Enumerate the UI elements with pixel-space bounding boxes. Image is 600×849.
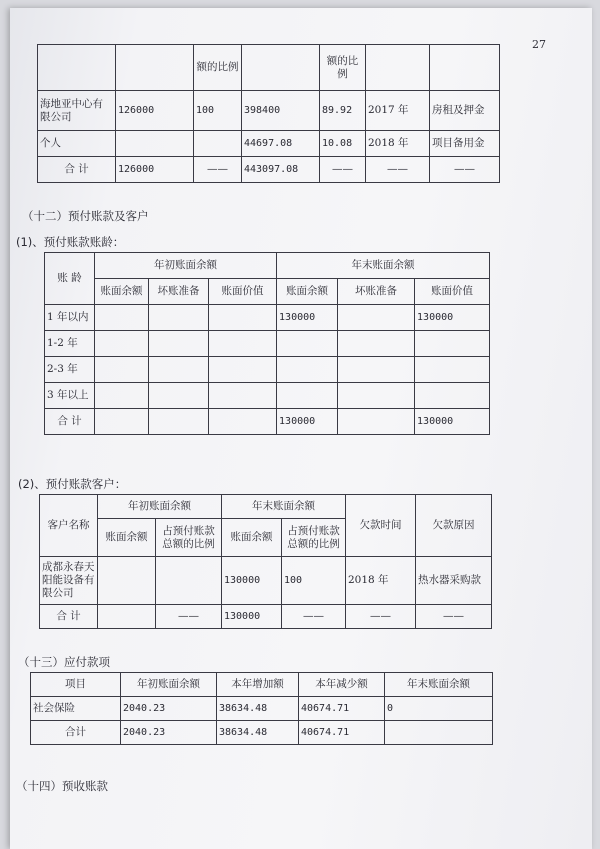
header-debt-reason: 欠款原因 (416, 495, 492, 557)
table-row: 成都永春天阳能设备有限公司 130000 100 2018 年 热水器采购款 (40, 557, 492, 605)
table-header-row (40, 495, 492, 519)
header-begin-balance: 年初账面余额 (95, 253, 277, 279)
subsection-title-12-1: (1)、预付账款账龄： (16, 235, 125, 249)
table-header-row (45, 253, 490, 279)
table-row: 海地亚中心有限公司 126000 100 398400 89.92 2017 年 房租及押金 (38, 91, 500, 131)
table-subheader-row: 账面余额 坏账准备 账面价值 账面余额 坏账准备 账面价值 (45, 279, 490, 305)
table-row: 1-2 年 (45, 331, 490, 357)
header-ratio-end: 额的比例 (320, 45, 366, 91)
table-total-row: 合 计 130000 130000 (45, 409, 490, 435)
section-title-12: （十二）预付账款及客户 (22, 209, 149, 223)
table-row: 社会保险 2040.23 38634.48 40674.71 0 (31, 697, 493, 721)
table-payables (30, 672, 493, 745)
header-aging: 账 龄 (45, 253, 95, 305)
table-row: 个人 44697.08 10.08 2018 年 项目备用金 (38, 131, 500, 157)
table-total-row: 合计 2040.23 38634.48 40674.71 (31, 721, 493, 745)
table-prepayment-aging (44, 252, 490, 435)
table-prepayment-customers (39, 494, 492, 629)
table-total-row: 合 计 126000 —— 443097.08 —— —— —— (38, 157, 500, 183)
section-title-14: （十四）预收账款 (16, 779, 108, 793)
document-page (10, 8, 592, 849)
header-begin-balance: 年初账面余额 (98, 495, 222, 519)
table-row: 1 年以内 130000 130000 (45, 305, 490, 331)
table-continued (37, 44, 500, 183)
section-title-13: （十三）应付款项 (18, 655, 110, 669)
table-header-row (38, 45, 500, 91)
header-ratio-begin: 额的比例 (194, 45, 242, 91)
table-total-row: 合 计 —— 130000 —— —— —— (40, 605, 492, 629)
page-number: 27 (532, 38, 546, 51)
table-row: 2-3 年 (45, 357, 490, 383)
header-customer: 客户名称 (40, 495, 98, 557)
table-header-row: 项目 年初账面余额 本年增加额 本年减少额 年末账面余额 (31, 673, 493, 697)
table-row: 3 年以上 (45, 383, 490, 409)
header-end-balance: 年末账面余额 (277, 253, 490, 279)
table-subheader-row: 账面余额 占预付账款总额的比例 账面余额 占预付账款总额的比例 (40, 519, 492, 557)
header-end-balance: 年末账面余额 (222, 495, 346, 519)
header-debt-time: 欠款时间 (346, 495, 416, 557)
subsection-title-12-2: (2)、预付账款客户： (18, 477, 127, 491)
